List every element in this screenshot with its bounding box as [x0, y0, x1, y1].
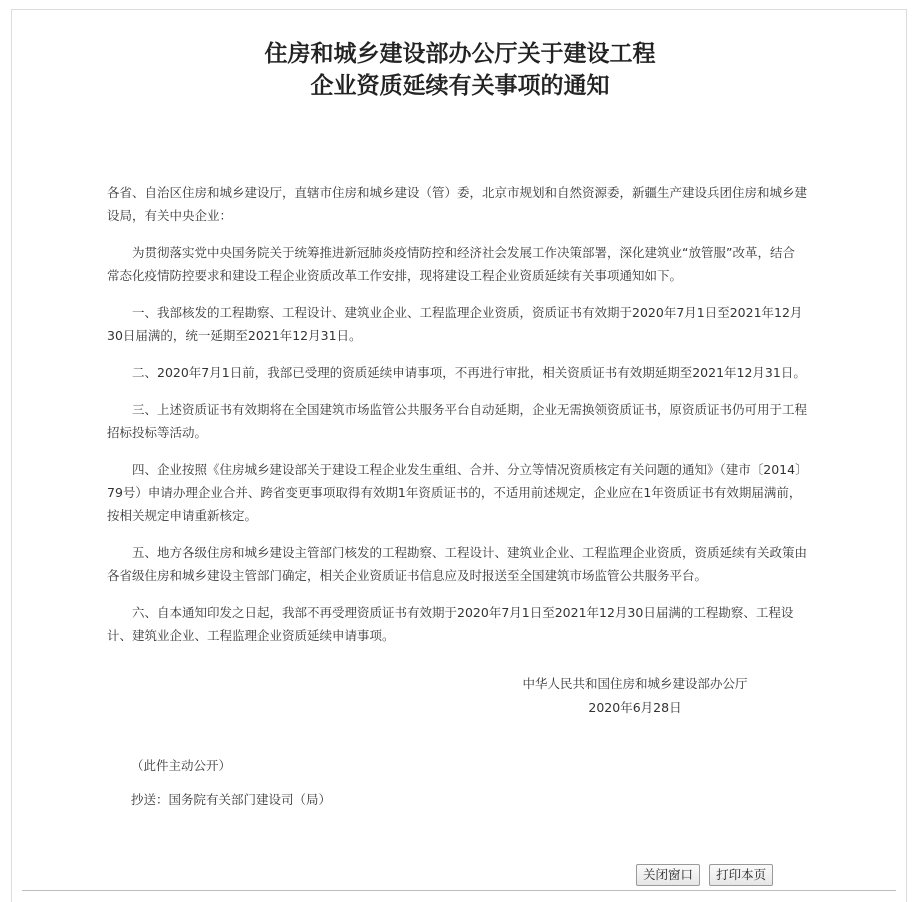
close-window-button[interactable]: 关闭窗口 — [636, 864, 700, 886]
item-1-paragraph: 一、我部核发的工程勘察、工程设计、建筑业企业、工程监理企业资质，资质证书有效期于2020年7月1日至2021年12月30日届满的，统一延期至2021年12月31日。 — [107, 305, 803, 343]
issue-date: 2020年6月28日 — [588, 700, 682, 715]
public-note: （此件主动公开） — [131, 758, 232, 773]
bottom-divider — [22, 890, 896, 891]
salutation-paragraph: 各省、自治区住房和城乡建设厅，直辖市住房和城乡建设（管）委，北京市规划和自然资源委，新疆生产建设兵团住房和城乡建设局，有关中央企业： — [107, 185, 808, 223]
signature-block — [500, 672, 770, 720]
document-body — [107, 181, 807, 661]
issuer-name: 中华人民共和国住房和城乡建设部办公厅 — [522, 676, 748, 691]
item-4-paragraph: 四、企业按照《住房城乡建设部关于建设工程企业发生重组、合并、分立等情况资质核定有关问题的通知》（建市〔2014〕79号）申请办理企业合并、跨省变更事项取得有效期1年资质证书的，不适用前述规定，企业应在1年资质证书有效期届满前，按相关规定申请重新核定。 — [107, 462, 802, 523]
intro-paragraph: 为贯彻落实党中央国务院关于统筹推进新冠肺炎疫情防控和经济社会发展工作决策部署，深化建筑业“放管服”改革，结合常态化疫情防控要求和建设工程企业资质改革工作安排，现将建设工程企业资质延续有关事项通知如下。 — [107, 245, 795, 283]
document-title — [0, 38, 920, 102]
action-buttons — [636, 864, 777, 886]
title-line-1: 住房和城乡建设部办公厅关于建设工程 — [264, 41, 656, 67]
item-5-paragraph: 五、地方各级住房和城乡建设主管部门核发的工程勘察、工程设计、建筑业企业、工程监理企业资质，资质延续有关政策由各省级住房和城乡建设主管部门确定，相关企业资质证书信息应及时报送至全国建筑市场监管公共服务平台。 — [107, 545, 808, 583]
item-3-paragraph: 三、上述资质证书有效期将在全国建筑市场监管公共服务平台自动延期，企业无需换领资质证书，原资质证书仍可用于工程招标投标等活动。 — [107, 402, 808, 440]
item-2-paragraph: 二、2020年7月1日前，我部已受理的资质延续申请事项，不再进行审批，相关资质证书有效期延期至2021年12月31日。 — [132, 365, 806, 380]
item-6-paragraph: 六、自本通知印发之日起，我部不再受理资质证书有效期于2020年7月1日至2021年12月30日届满的工程勘察、工程设计、建筑业企业、工程监理企业资质延续申请事项。 — [107, 605, 794, 643]
cc-line: 抄送：国务院有关部门建设司（局） — [131, 792, 332, 807]
title-line-2: 企业资质延续有关事项的通知 — [310, 73, 610, 99]
print-page-button[interactable]: 打印本页 — [709, 864, 773, 886]
